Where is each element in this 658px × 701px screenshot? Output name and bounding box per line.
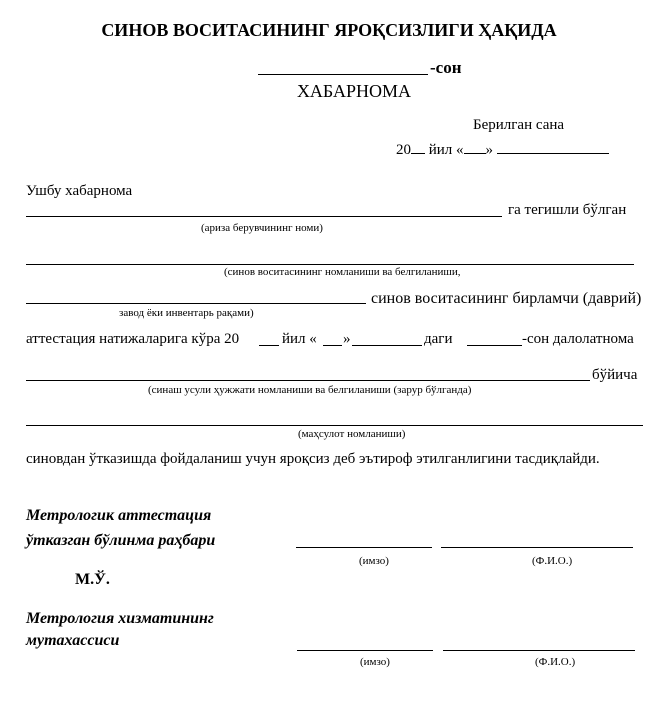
attest-year-blank: [259, 330, 279, 346]
serial-caption: завод ёки инвентарь рақами): [119, 307, 254, 319]
attest-suffix: -сон далолатнома: [522, 331, 634, 347]
issue-date-label: Берилган сана: [473, 117, 565, 133]
head-name-line: [441, 532, 633, 548]
intro-text: Ушбу хабарнома: [26, 183, 133, 199]
applicant-caption: (ариза берувчининг номи): [201, 222, 323, 234]
attest-year-word: йил «: [282, 331, 317, 347]
issue-day-blank: [464, 139, 486, 154]
number-blank-line: [258, 58, 428, 75]
applicant-suffix: га тегишли бўлган: [508, 202, 627, 218]
attest-number-blank: [467, 330, 522, 346]
attest-close-quote: »: [343, 331, 351, 347]
issue-date-row: [396, 139, 609, 159]
instrument-caption: (синов воситасининг номланиши ва белгиланиши,: [224, 266, 461, 278]
head-title-line2: ўтказган бўлинма раҳбари: [26, 532, 216, 549]
document-title: СИНОВ ВОСИТАСИНИНГ ЯРОҚСИЗЛИГИ ҲАҚИДА: [101, 20, 557, 40]
attest-dagi: даги: [424, 331, 453, 347]
issue-year-blank: [411, 139, 425, 154]
specialist-name-caption: (Ф.И.О.): [535, 656, 576, 668]
product-blank-line: [26, 410, 643, 426]
method-suffix: бўйича: [592, 367, 638, 383]
attest-day-blank: [323, 330, 342, 346]
specialist-title-line1: Метрология хизматининг: [26, 610, 214, 627]
issue-year-word: йил «: [428, 142, 464, 158]
specialist-signature-caption: (имзо): [360, 656, 390, 668]
head-title-line1: Метрологик аттестация: [26, 507, 212, 524]
attestation-prefix: аттестация натижаларига кўра 20: [26, 331, 240, 347]
method-caption: (синаш усули ҳужжати номланиши ва белгиланиши (зарур бўлганда): [148, 384, 472, 396]
head-signature-caption: (имзо): [359, 555, 389, 567]
specialist-title-line2: мутахассиси: [26, 632, 120, 649]
number-suffix: -сон: [430, 58, 462, 77]
conclusion-text: синовдан ўтказишда фойдаланиш учун яроқсиз деб эътироф этилганлигини тасдиқлайди.: [26, 451, 600, 467]
head-signature-line: [296, 532, 432, 548]
instrument-blank-line: [26, 248, 634, 265]
attest-month-blank: [352, 330, 422, 346]
primary-text: синов воситасининг бирламчи (даврий): [371, 290, 642, 307]
specialist-signature-line: [297, 635, 433, 651]
applicant-blank-line: [26, 200, 502, 217]
head-name-caption: (Ф.И.О.): [532, 555, 573, 567]
issue-close-quote: »: [485, 142, 494, 158]
seal-place: М.Ў.: [75, 571, 110, 588]
issue-month-blank: [497, 139, 609, 154]
product-caption: (маҳсулот номланиши): [298, 428, 406, 440]
issue-year-prefix: 20: [396, 142, 411, 158]
serial-blank-line: [26, 288, 366, 304]
document-subtitle: ХАБАРНОМА: [296, 81, 412, 101]
specialist-name-line: [443, 635, 635, 651]
method-blank-line: [26, 365, 590, 381]
